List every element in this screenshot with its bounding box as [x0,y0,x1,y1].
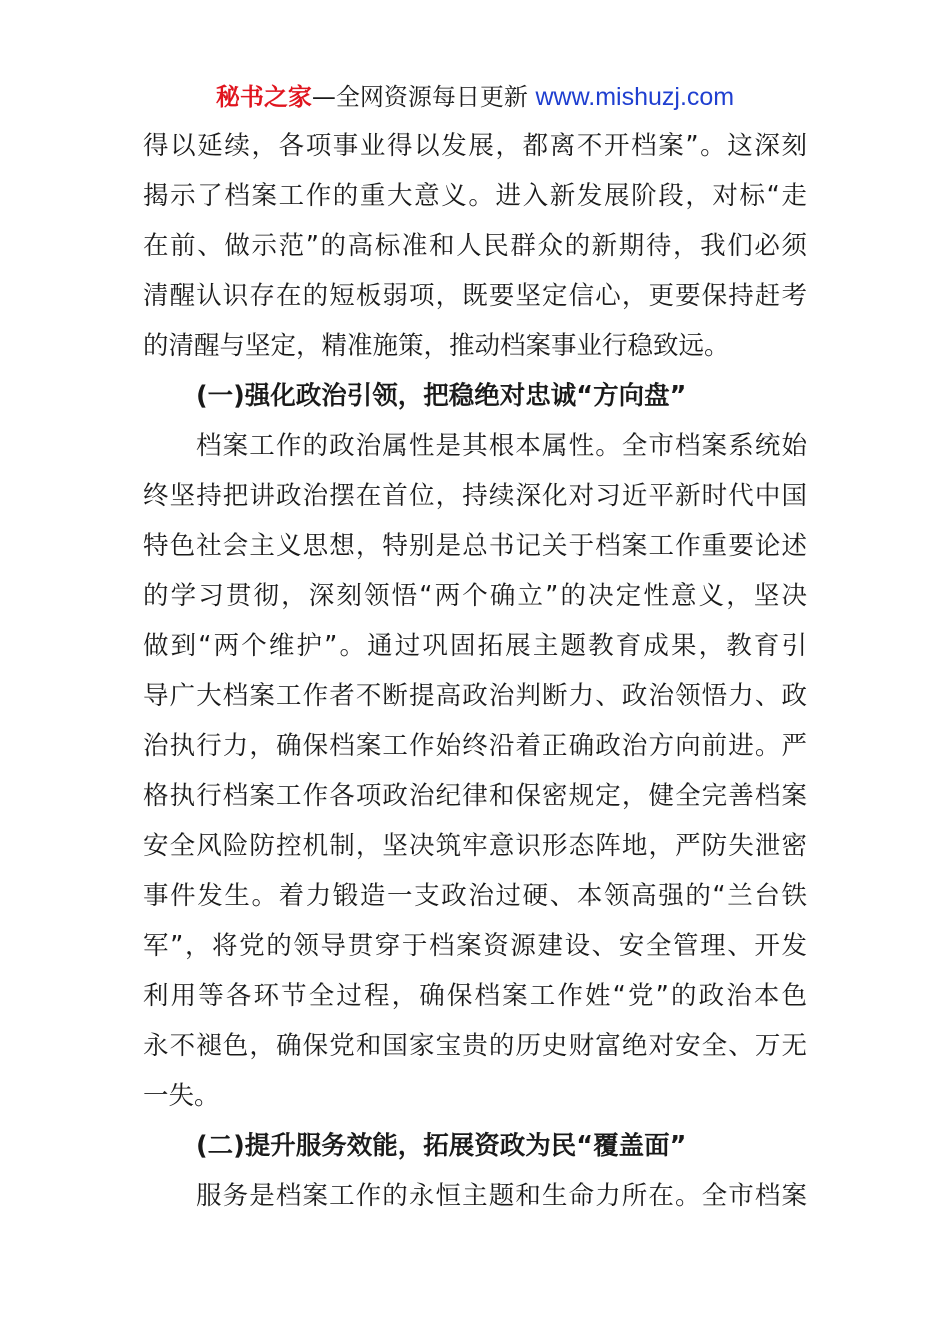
text-line: 利用等各环节全过程，确保档案工作姓“党”的政治本色 [143,981,807,1011]
document-body [143,121,807,1221]
text-line: 事件发生。着力锻造一支政治过硬、本领高强的“兰台铁 [143,881,807,911]
text-line: 导广大档案工作者不断提高政治判断力、政治领悟力、政 [143,681,807,711]
text-line: 服务是档案工作的永恒主题和生命力所在。全市档案 [196,1181,807,1211]
text-line: 格执行档案工作各项政治纪律和保密规定，健全完善档案 [143,781,807,811]
text-line: 军”，将党的领导贯穿于档案资源建设、安全管理、开发 [143,931,807,961]
text-line: 档案工作的政治属性是其根本属性。全市档案系统始 [196,431,807,461]
text-line: 终坚持把讲政治摆在首位，持续深化对习近平新时代中国 [143,481,807,511]
text-line: 的清醒与坚定，精准施策，推动档案事业行稳致远。 [143,331,730,361]
text-line: 得以延续，各项事业得以发展，都离不开档案”。这深刻 [143,131,807,161]
site-header [0,80,950,114]
text-line: 做到“两个维护”。通过巩固拓展主题教育成果，教育引 [143,631,807,661]
text-line: 揭示了档案工作的重大意义。进入新发展阶段，对标“走 [143,181,807,211]
site-url: www.mishuzj.com [535,83,735,111]
text-line: 特色社会主义思想，特别是总书记关于档案工作重要论述 [143,531,807,561]
text-line: 永不褪色，确保党和国家宝贵的历史财富绝对安全、万无 [143,1031,807,1061]
text-line: 清醒认识存在的短板弱项，既要坚定信心，更要保持赶考 [143,281,807,311]
section-heading: (一)强化政治引领，把稳绝对忠诚“方向盘” [196,381,687,411]
text-line: 在前、做示范”的高标准和人民群众的新期待，我们必须 [143,231,807,261]
text-line: 安全风险防控机制，坚决筑牢意识形态阵地，严防失泄密 [143,831,807,861]
text-line: 治执行力，确保档案工作始终沿着正确政治方向前进。严 [143,731,807,761]
brand-name: 秘书之家 [215,83,312,111]
section-heading: (二)提升服务效能，拓展资政为民“覆盖面” [196,1131,687,1161]
text-line: 一失。 [143,1081,220,1111]
text-line: 的学习贯彻，深刻领悟“两个确立”的决定性意义，坚决 [143,581,807,611]
header-slogan: —全网资源每日更新 [311,83,536,111]
